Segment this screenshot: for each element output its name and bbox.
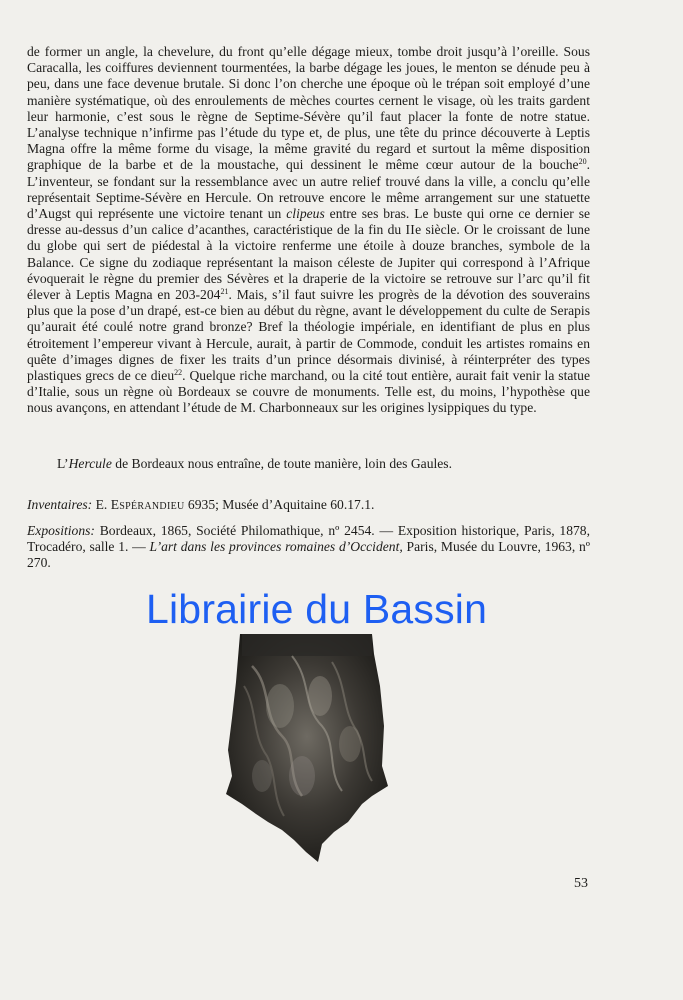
expositions-entry — [27, 523, 590, 571]
text-segment: Bordeaux, 1865, Société Philomathique, nº 2454. — Exposition historique, Paris, 1878, Trocadéro, salle 1. — — [27, 523, 590, 554]
text-segment: E. — [92, 497, 111, 512]
footnote-ref-21: 21 — [220, 287, 229, 297]
text-segment: L’ — [57, 456, 69, 471]
text-segment: . Mais, s’il faut suivre les progrès de la dévotion des souverains plus que la pose d’un drapé, est-ce bien au début du règne, avant le développement du culte de Serapis qu’aurait été coulé notre grand bronze? Bref la théologie impériale, en identifiant de plus en plus étroitement l’empereur vivant à Hercule, aurait, à partir de Commode, conduit les artistes romains en quête d’images dignes de fixer les traits d’un prince désormais divinisé, à réinterpréter des types plastiques grecs de ce dieu — [27, 287, 591, 384]
watermark-text: Librairie du Bassin — [146, 586, 488, 632]
bronze-fragment-photo — [222, 626, 390, 862]
inventaires-label: Inventaires: — [27, 497, 93, 512]
text-segment: de Bordeaux nous entraîne, de toute manière, loin des Gaules. — [111, 456, 452, 471]
text-segment: . Quelque riche marchand, ou la cité tout entière, aurait fait venir la statue d’Italie, sous un règne où Bordeaux se couvre de monuments. Telle est, du moins, l’hypothèse que nous avançons, en attendant l’étude de M. Charbonneaux sur les origines lysippiques du type. — [27, 368, 591, 416]
main-paragraph — [27, 44, 590, 417]
page-number: 53 — [574, 876, 588, 891]
italic-term: clipeus — [286, 206, 325, 222]
century-numeral: II — [405, 222, 416, 238]
closing-paragraph — [57, 456, 590, 472]
text-segment: de former un angle, la chevelure, du front qu’elle dégage mieux, tombe droit jusqu’à l’oreille. Sous Caracalla, les coiffures deviennent tourmentées, la barbe dégage les joues, le menton se dénude peu à peu, dans une face devenue brutale. Si donc l’on cherche une époque où le trépan soit employé d’une manière systématique, où des enroulements de mèches courtes cernent le visage, où les traits gardent leur harmonie, c’est sous le règne de Septime-Sévère qu’il faut placer la fonte de notre statue. L’analyse technique n’infirme pas l’étude du type et, de plus, une tête du prince découverte à Leptis Magna offre la même forme du visage, la même gravité du regard et surtout la même disposition graphique de la barbe et de la moustache, qui dessinent le même cœur autour de la bouche — [27, 44, 590, 173]
inventaires-entry — [27, 497, 590, 513]
text-segment: 6935; Musée d’Aquitaine 60.17.1. — [184, 497, 375, 512]
author-name: Espérandieu — [110, 497, 185, 512]
exhibition-title: L’art dans les provinces romaines d’Occident, — [149, 539, 403, 554]
text-segment: e siècle. Or le croissant de lune du globe qui sert de piédestal à la victoire renferme une étoile à douze branches, symbole de la Balance. Ce signe du zodiaque représentant la maison céleste de Jupiter qui correspond à l’Afrique évoquerait le règne du premier des Sévères et la draperie de la victoire se retrouve sur l’arc qu’il fit élever à Leptis Magna en 203-204 — [27, 222, 590, 303]
expositions-label: Expositions: — [27, 523, 95, 538]
text-segment: Paris, Musée du Louvre, 1963, nº 270. — [27, 539, 591, 570]
footnote-ref-22: 22 — [174, 368, 183, 378]
text-segment: . L’inventeur, se fondant sur la ressemblance avec un autre relief trouvé dans la ville, a conclu qu’elle représentait Septime-Sévère en Hercule. On retrouve encore le même arrangement sur une statuette d’Augst qui représente une victoire tenant un — [27, 157, 590, 222]
text-segment: entre ses bras. Le buste qui orne ce dernier se dresse au-dessus d’un calice d’acanthes, caractéristique de la fin du — [27, 206, 591, 238]
footnote-ref-20: 20 — [578, 157, 587, 167]
italic-title: Hercule — [68, 456, 112, 471]
